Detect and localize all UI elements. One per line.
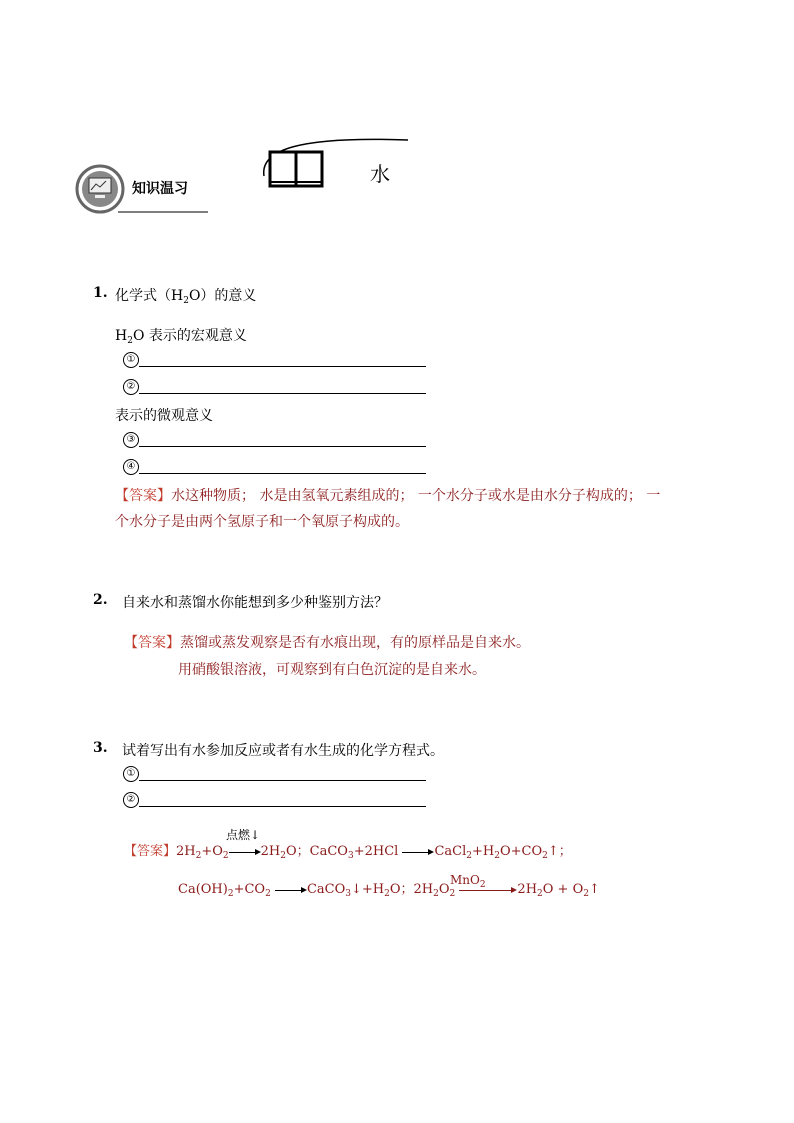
equation-condition-ignite: 点燃↓	[226, 828, 261, 842]
blank-marker-4: ④	[123, 459, 139, 475]
book-icon	[258, 130, 418, 194]
q2-number: 2.	[93, 592, 108, 608]
q1-prompt: 化学式$(H_2O)$的意义	[115, 288, 257, 306]
q3-answer-line1: 【答案】$2H_2+O_2$ $2H_2O$；CaCO$_3$+2HCl $CaCl_2+H_2O+CO_2↑$；	[124, 844, 572, 861]
blank-marker-1: ①	[123, 352, 139, 368]
blank-marker-3: ③	[123, 432, 139, 448]
q2-answer-line1: 【答案】蒸馏或蒸发观察是否有水痕出现，有的原样品是自来水。	[124, 635, 530, 651]
q2-answer-line2: 用硝酸银溶液，可观察到有白色沉淀的是自来水。	[178, 662, 486, 678]
q3-number: 3.	[93, 740, 108, 756]
q1-answer-line2: 个水分子是由两个氢原子和一个氧原子构成的。	[115, 514, 409, 530]
q1-macro-label: $H_2O$ 表示的宏观意义	[115, 328, 247, 346]
page-title: 水	[370, 162, 390, 186]
q3-answer-line2: $Ca(OH)_2+CO_2$ $CaCO_3↓+H_2O$；$2H_2O_2$ $2H_2O$ + $O_2↑$	[178, 882, 600, 899]
reaction-arrow	[229, 847, 261, 857]
q1-micro-label: 表示的微观意义	[115, 408, 213, 424]
answer-blank-q3-2[interactable]	[139, 806, 426, 807]
answer-blank-4[interactable]	[139, 473, 426, 474]
blank-marker-q3-2: ②	[123, 792, 139, 808]
equation-condition-catalyst: MnO$_2$	[450, 873, 486, 890]
q2-prompt: 自来水和蒸馏水你能想到多少种鉴别方法？	[122, 595, 388, 611]
answer-blank-2[interactable]	[139, 393, 426, 394]
q3-prompt: 试着写出有水参加反应或者有水生成的化学方程式。	[122, 743, 444, 759]
reaction-arrow	[402, 847, 434, 857]
answer-blank-q3-1[interactable]	[139, 780, 426, 781]
section-label: 知识温习	[132, 181, 188, 197]
blank-marker-2: ②	[123, 379, 139, 395]
reaction-arrow	[459, 885, 517, 895]
q1-number: 1.	[93, 285, 108, 301]
answer-blank-1[interactable]	[139, 366, 426, 367]
blank-marker-q3-1: ①	[123, 766, 139, 782]
reaction-arrow	[275, 885, 307, 895]
q1-answer-line1: 【答案】水这种物质； 水是由氢氧元素组成的； 一个水分子或水是由水分子构成的； 一	[115, 488, 661, 504]
answer-blank-3[interactable]	[139, 446, 426, 447]
